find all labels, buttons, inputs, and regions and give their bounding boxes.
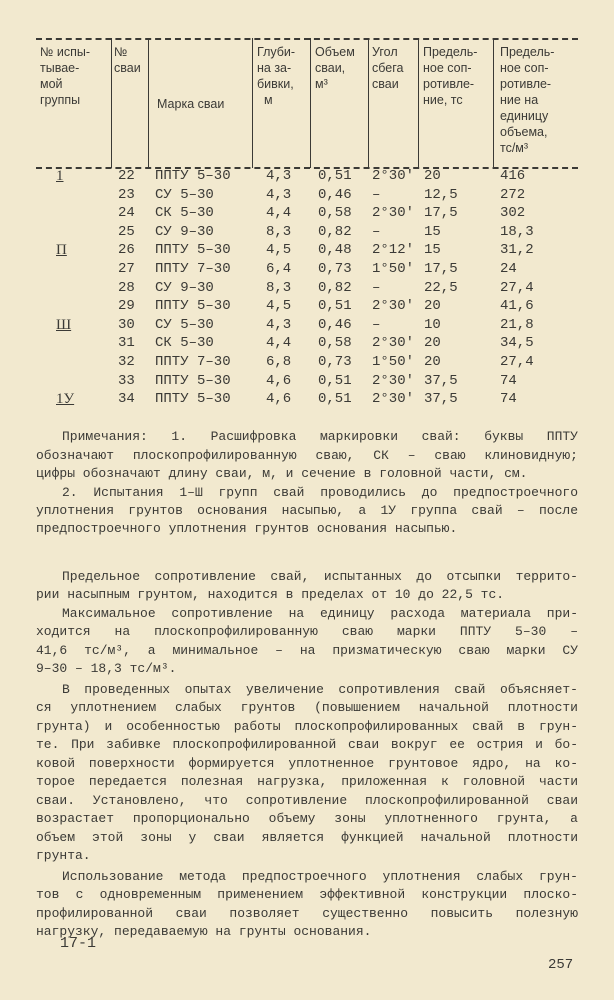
body-line: объем этой зоны у сваи является функцией начальной плотности [36, 830, 578, 845]
cell-angle: – [372, 223, 381, 240]
cell-volume: 0,51 [318, 391, 352, 408]
cell-depth: 8,3 [266, 279, 292, 296]
cell-pile-no: 25 [118, 223, 135, 240]
body-line: возрастает пропорционально объему зоны уплотненного грунта, а [36, 811, 578, 826]
cell-brand: ППТУ 5–30 [155, 242, 231, 259]
cell-resistance: 17,5 [424, 205, 458, 222]
cell-angle: – [372, 316, 381, 333]
header-pile-no: № сваи [114, 45, 141, 75]
cell-volume: 0,51 [318, 168, 352, 184]
cell-brand: СК 5–30 [155, 335, 214, 352]
cell-pile-no: 31 [118, 335, 135, 352]
cell-brand: ППТУ 5–30 [155, 298, 231, 315]
cell-resistance: 20 [424, 335, 441, 352]
note-line: цифры обозначают длину сваи, м, и сечение в головной части, см. [36, 466, 528, 481]
cell-depth: 8,3 [266, 223, 292, 240]
cell-depth: 6,8 [266, 354, 292, 370]
cell-angle: 1°50' [372, 354, 415, 370]
cell-brand: ППТУ 5–30 [155, 391, 231, 408]
cell-resistance: 20 [424, 354, 441, 370]
cell-resistance: 17,5 [424, 261, 458, 277]
cell-resistance: 12,5 [424, 186, 458, 203]
cell-angle: – [372, 186, 381, 203]
cell-unit-resistance: 41,6 [500, 298, 534, 315]
cell-pile-no: 24 [118, 205, 135, 222]
cell-pile-no: 34 [118, 391, 135, 408]
cell-depth: 4,3 [266, 168, 292, 184]
body-line: В проведенных опытах увеличение сопротивления свай объясняет- [62, 682, 578, 697]
cell-pile-no: 27 [118, 261, 135, 277]
body-line: профилированной сваи позволяет существенно повысить полезную [36, 906, 578, 921]
note-line: обозначают плоскопрофилированную сваю, СК – сваю клиновидную; [36, 448, 578, 463]
note-line: уплотнения грунтов основания насыпью, а 1У группа свай – после [36, 503, 578, 518]
cell-unit-resistance: 18,3 [500, 223, 534, 240]
cell-volume: 0,73 [318, 261, 352, 277]
cell-volume: 0,82 [318, 223, 352, 240]
body-line: те. При забивке плоскопрофилированной сваи вокруг ее острия и бо- [36, 737, 578, 752]
cell-pile-no: 23 [118, 186, 135, 203]
signature-mark: 17-1 [60, 935, 97, 952]
cell-brand: ППТУ 7–30 [155, 354, 231, 370]
cell-depth: 4,3 [266, 316, 292, 333]
cell-unit-resistance: 272 [500, 186, 526, 203]
cell-resistance: 37,5 [424, 391, 458, 408]
cell-depth: 4,5 [266, 298, 292, 315]
cell-brand: СУ 5–30 [155, 186, 214, 203]
cell-resistance: 15 [424, 242, 441, 259]
cell-angle: 2°30' [372, 168, 415, 184]
cell-pile-no: 26 [118, 242, 135, 259]
note-line: предпостроечного уплотнения грунтов основания насыпью. [36, 521, 458, 536]
body-line: ковой поверхности формируется уплотненное грунтовое ядро, на ко- [36, 756, 578, 771]
cell-pile-no: 32 [118, 354, 135, 370]
cell-brand: ППТУ 5–30 [155, 372, 231, 389]
cell-volume: 0,58 [318, 335, 352, 352]
body-line: торое передается полезная нагрузка, приложенная к головной части [36, 774, 578, 789]
cell-angle: 2°12' [372, 242, 415, 259]
cell-volume: 0,48 [318, 242, 352, 259]
cell-unit-resistance: 74 [500, 391, 517, 408]
body-line: Предельное сопротивление свай, испытанных до отсыпки террито- [62, 569, 578, 584]
cell-resistance: 37,5 [424, 372, 458, 389]
header-resistance: Предель- ное соп- ротивле- ние, тс [423, 45, 478, 107]
cell-group: Ш [56, 316, 72, 333]
column-divider [368, 38, 369, 168]
column-divider [310, 38, 311, 168]
cell-brand: СУ 5–30 [155, 316, 214, 333]
cell-group: П [56, 242, 67, 259]
column-divider [493, 38, 494, 168]
cell-depth: 4,3 [266, 186, 292, 203]
cell-depth: 6,4 [266, 261, 292, 277]
cell-resistance: 20 [424, 298, 441, 315]
body-line: Использование метода предпостроечного уплотнения слабых грун- [62, 869, 578, 884]
header-angle: Угол сбега сваи [372, 45, 404, 91]
cell-volume: 0,46 [318, 316, 352, 333]
header-volume: Объем сваи, м³ [315, 45, 355, 91]
cell-resistance: 20 [424, 168, 441, 184]
cell-angle: 1°50' [372, 261, 415, 277]
cell-unit-resistance: 34,5 [500, 335, 534, 352]
cell-brand: СУ 9–30 [155, 223, 214, 240]
cell-angle: 2°30' [372, 205, 415, 222]
cell-depth: 4,4 [266, 335, 292, 352]
header-depth: Глуби- на за- бивки, м [257, 45, 296, 107]
cell-angle: – [372, 279, 381, 296]
body-line: грунта. [36, 848, 91, 863]
cell-unit-resistance: 74 [500, 372, 517, 389]
cell-angle: 2°30' [372, 372, 415, 389]
cell-depth: 4,6 [266, 391, 292, 408]
cell-pile-no: 30 [118, 316, 135, 333]
body-line: тов с одновременным применением эффективной конструкции плоско- [36, 887, 578, 902]
cell-unit-resistance: 27,4 [500, 354, 534, 370]
cell-unit-resistance: 27,4 [500, 279, 534, 296]
body-line: сваи. Установлено, что сопротивление плоскопрофилированной сваи [36, 793, 578, 808]
table-top-rule [36, 38, 578, 40]
body-line: грунта) и особенностью работы плоскопрофилированных свай в грун- [36, 719, 578, 734]
cell-angle: 2°30' [372, 298, 415, 315]
cell-volume: 0,51 [318, 372, 352, 389]
cell-group: 1 [56, 168, 64, 184]
cell-brand: СК 5–30 [155, 205, 214, 222]
cell-unit-resistance: 21,8 [500, 316, 534, 333]
column-divider [418, 38, 419, 168]
page-number: 257 [548, 957, 574, 973]
cell-depth: 4,4 [266, 205, 292, 222]
cell-pile-no: 28 [118, 279, 135, 296]
body-line: ся уплотнением слабых грунтов (повышением начальной плотности [36, 700, 578, 715]
cell-pile-no: 29 [118, 298, 135, 315]
body-line: 9–30 – 18,3 тс/м³. [36, 661, 177, 676]
cell-resistance: 15 [424, 223, 441, 240]
cell-unit-resistance: 24 [500, 261, 517, 277]
cell-volume: 0,82 [318, 279, 352, 296]
header-group: № испы- тывае- мой группы [40, 45, 91, 107]
cell-volume: 0,46 [318, 186, 352, 203]
note-line: 2. Испытания 1–Ш групп свай проводились до предпостроечного [62, 485, 578, 500]
body-line: нагрузку, передаваемую на грунты основания. [36, 924, 372, 939]
cell-brand: ППТУ 7–30 [155, 261, 231, 277]
cell-depth: 4,5 [266, 242, 292, 259]
cell-resistance: 22,5 [424, 279, 458, 296]
column-divider [148, 38, 149, 168]
cell-unit-resistance: 416 [500, 168, 526, 184]
body-line: Максимальное сопротивление на единицу расхода материала при- [62, 606, 578, 621]
cell-resistance: 10 [424, 316, 441, 333]
body-line: ходится на плоскопрофилированную сваю марки ППТУ 5–30 – [36, 624, 578, 639]
cell-volume: 0,58 [318, 205, 352, 222]
cell-group: 1У [56, 391, 75, 408]
cell-volume: 0,73 [318, 354, 352, 370]
cell-pile-no: 22 [118, 168, 135, 184]
body-line: 41,6 тс/м³, а минимальное – на призматическую сваю марки СУ [36, 643, 578, 658]
cell-unit-resistance: 302 [500, 205, 526, 222]
cell-depth: 4,6 [266, 372, 292, 389]
note-line: Примечания: 1. Расшифровка маркировки свай: буквы ППТУ [62, 429, 578, 444]
cell-brand: СУ 9–30 [155, 279, 214, 296]
body-line: рии насыпным грунтом, находится в пределах от 10 до 22,5 тс. [36, 587, 505, 602]
cell-brand: ППТУ 5–30 [155, 168, 231, 184]
cell-angle: 2°30' [372, 391, 415, 408]
column-divider [111, 38, 112, 168]
column-divider [252, 38, 253, 168]
header-brand: Марка сваи [157, 97, 225, 111]
cell-pile-no: 33 [118, 372, 135, 389]
cell-angle: 2°30' [372, 335, 415, 352]
header-unit-resistance: Предель- ное соп- ротивле- ние на единицу объема, тс/м³ [500, 45, 555, 155]
cell-unit-resistance: 31,2 [500, 242, 534, 259]
cell-volume: 0,51 [318, 298, 352, 315]
